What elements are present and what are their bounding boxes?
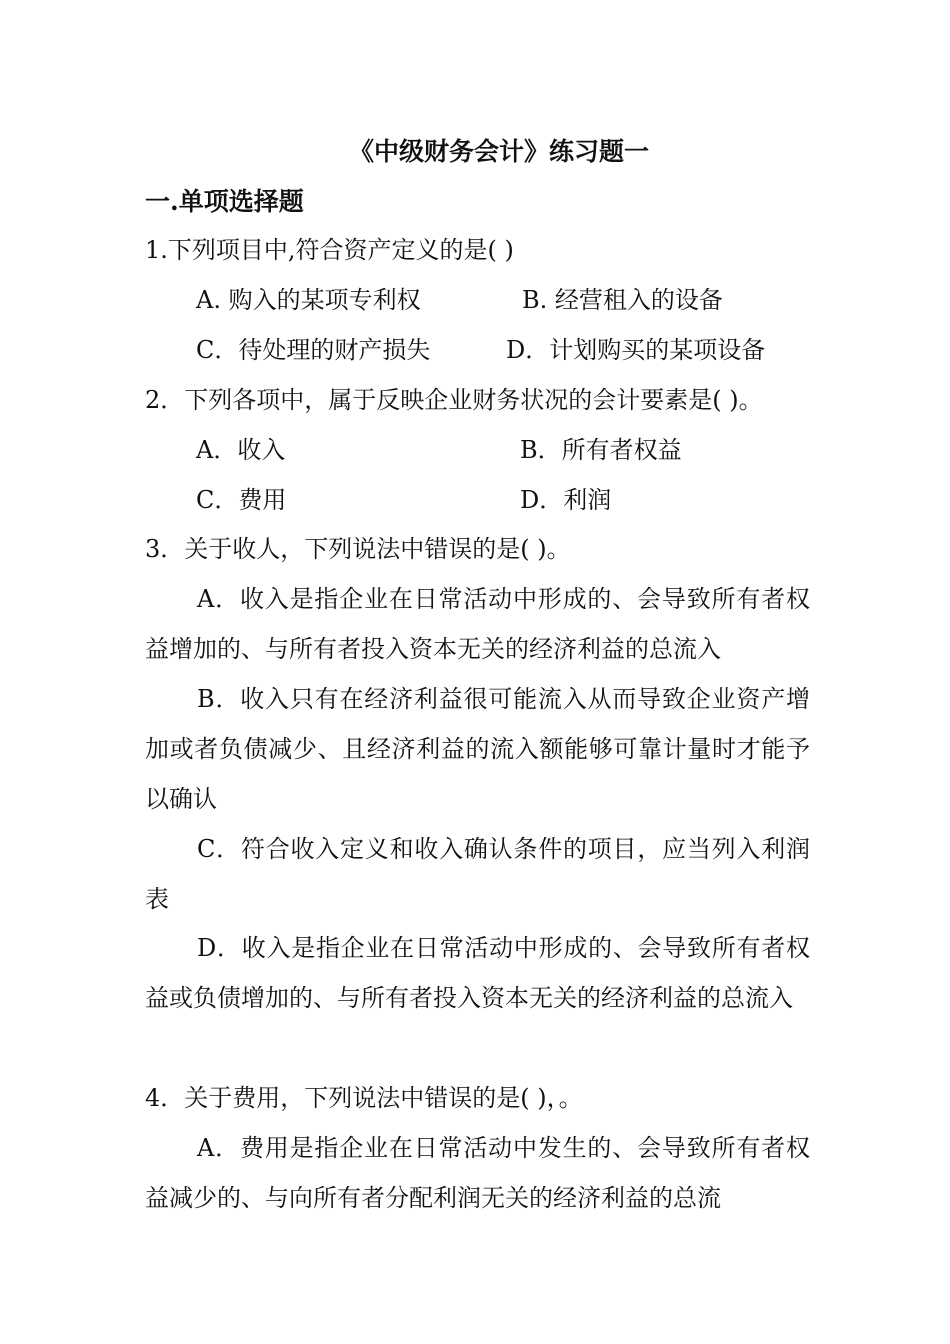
question-3-option-b: B．收入只有在经济利益很可能流入从而导致企业资产增加或者负债减少、且经济利益的流入额能够可靠计量时才能予以确认: [145, 685, 810, 813]
question-3-option-d: D．收入是指企业在日常活动中形成的、会导致所有者权益或负债增加的、与所有者投入资本无关的经济利益的总流入: [145, 934, 810, 1012]
question-1-option-c: C．待处理的财产损失: [196, 336, 431, 364]
question-3-option-a: A．收入是指企业在日常活动中形成的、会导致所有者权益增加的、与所有者投入资本无关的经济利益的总流入: [145, 585, 810, 663]
question-4-stem: 4．关于费用，下列说法中错误的是( )，。: [145, 1084, 583, 1112]
question-1-stem: 1.下列项目中,符合资产定义的是( ): [145, 236, 514, 264]
question-4-option-a: A．费用是指企业在日常活动中发生的、会导致所有者权益减少的、与向所有者分配利润无关的经济利益的总流: [145, 1134, 810, 1212]
question-2-option-a: A．收入: [196, 436, 286, 464]
question-3-stem: 3．关于收人，下列说法中错误的是( )。: [145, 535, 571, 563]
question-1-option-b: B. 经营租入的设备: [522, 286, 723, 314]
question-2-option-b: B．所有者权益: [520, 436, 682, 464]
section-heading: 一.单项选择题: [145, 187, 304, 216]
question-2-option-d: D．利润: [520, 486, 612, 514]
document-title: 《中级财务会计》练习题一: [348, 137, 649, 166]
question-2-stem: 2．下列各项中，属于反映企业财务状况的会计要素是( )。: [145, 386, 763, 414]
question-2-option-c: C．费用: [196, 486, 287, 514]
question-3-option-c: C．符合收入定义和收入确认条件的项目，应当列入利润表: [145, 835, 810, 913]
question-1-option-a: A. 购入的某项专利权: [196, 286, 421, 314]
question-1-option-d: D．计划购买的某项设备: [506, 336, 766, 364]
